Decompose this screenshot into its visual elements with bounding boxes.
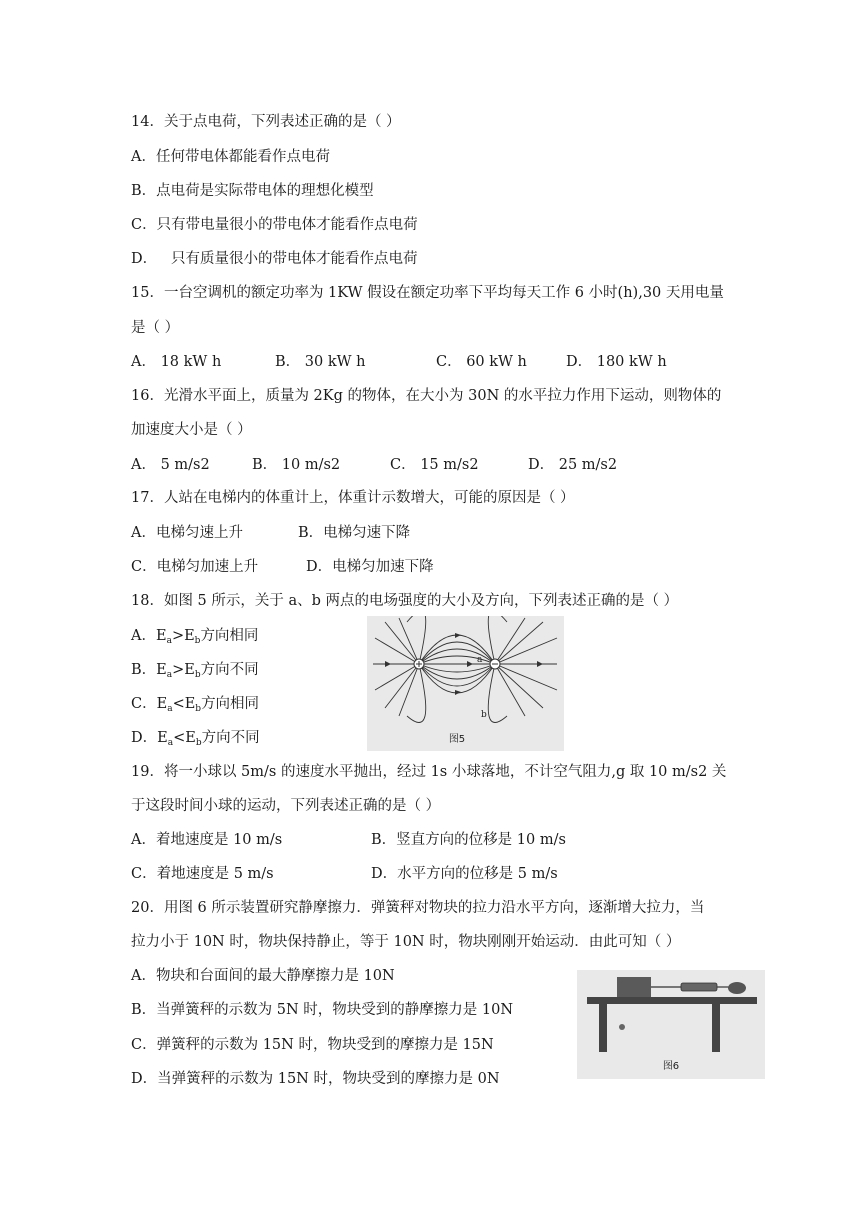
point-a-label: a (477, 655, 483, 665)
q19-option-b: B．竖直方向的位移是 10 m/s (371, 832, 566, 848)
q15-option-b: B． 30 kW h (275, 354, 366, 370)
q16-option-a: A． 5 m/s2 (131, 457, 210, 473)
q19-option-c: C．着地速度是 5 m/s (131, 866, 274, 882)
q20-option-c: C．弹簧秤的示数为 15N 时，物块受到的摩擦力是 15N (131, 1037, 494, 1053)
q19-stem-line1: 19．将一小球以 5m/s 的速度水平抛出，经过 1s 小球落地，不计空气阻力,g 取 10 m/s2 关 (131, 764, 727, 780)
q15-option-d: D． 180 kW h (566, 354, 667, 370)
friction-diagram (577, 970, 765, 1079)
q17-option-c: C．电梯匀加速上升 (131, 559, 259, 575)
q16-stem-line2: 加速度大小是（ ） (131, 422, 252, 438)
q17-option-b: B．电梯匀速下降 (298, 525, 411, 541)
table-leg-left (599, 1004, 607, 1052)
electric-field-diagram (367, 616, 564, 751)
q14-option-c: C．只有带电量很小的带电体才能看作点电荷 (131, 217, 418, 233)
hand-icon (728, 982, 746, 994)
q20-stem-line2: 拉力小于 10N 时，物块保持静止，等于 10N 时，物块刚刚开始运动．由此可知（ ） (131, 934, 681, 950)
q18-option-d: D．$E_a<E_b$方向不同 (131, 730, 260, 748)
q18-option-a: A．$E_a>E_b$方向相同 (131, 628, 259, 646)
block (617, 977, 651, 997)
q20-stem-line1: 20．用图 6 所示装置研究静摩擦力．弹簧秤对物块的拉力沿水平方向，逐渐增大拉力，当 (131, 900, 705, 916)
q20-option-a: A．物块和台面间的最大静摩擦力是 10N (131, 968, 395, 984)
q15-stem-line2: 是（ ） (131, 320, 180, 336)
q17-option-a: A．电梯匀速上升 (131, 525, 243, 541)
q20-option-d: D．当弹簧秤的示数为 15N 时，物块受到的摩擦力是 0N (131, 1071, 500, 1087)
field-lines (373, 616, 557, 723)
spring-scale-icon (681, 983, 717, 991)
q18-option-c: C．$E_a<E_b$方向相同 (131, 696, 260, 714)
q14-option-a: A．任何带电体都能看作点电荷 (131, 149, 330, 165)
q20-option-b: B．当弹簧秤的示数为 5N 时，物块受到的静摩擦力是 10N (131, 1002, 514, 1018)
q19-option-a: A．着地速度是 10 m/s (131, 832, 283, 848)
figure-6-caption: 图6 (662, 1061, 680, 1072)
figure-5-caption: 图5 (448, 734, 466, 745)
q19-option-d: D．水平方向的位移是 5 m/s (371, 866, 558, 882)
q19-stem-line2: 于这段时间小球的运动，下列表述正确的是（ ） (131, 798, 441, 814)
q16-option-b: B． 10 m/s2 (252, 457, 341, 473)
q15-stem-line1: 15．一台空调机的额定功率为 1KW 假设在额定功率下平均每天工作 6 小时(h),30 天用电量 (131, 285, 724, 301)
q14-option-d: D． 只有质量很小的带电体才能看作点电荷 (131, 251, 418, 267)
q17-option-d: D．电梯匀加速下降 (306, 559, 434, 575)
q18-option-b: B．$E_a>E_b$方向不同 (131, 662, 259, 680)
table-top (587, 997, 757, 1004)
q16-option-c: C． 15 m/s2 (390, 457, 479, 473)
q15-option-a: A． 18 kW h (131, 354, 222, 370)
q14-stem: 14．关于点电荷，下列表述正确的是（ ） (131, 114, 401, 130)
table-leg-right (712, 1004, 720, 1052)
q17-stem: 17．人站在电梯内的体重计上，体重计示数增大，可能的原因是（ ） (131, 490, 575, 506)
figure-6-friction-setup (577, 970, 765, 1079)
q18-stem: 18．如图 5 所示，关于 a、b 两点的电场强度的大小及方向，下列表述正确的是（ ） (131, 593, 679, 609)
q14-option-b: B．点电荷是实际带电体的理想化模型 (131, 183, 374, 199)
figure-5-electric-field (367, 616, 564, 751)
mark-dot (619, 1024, 625, 1030)
q16-option-d: D． 25 m/s2 (528, 457, 618, 473)
q15-option-c: C． 60 kW h (436, 354, 527, 370)
q16-stem-line1: 16．光滑水平面上，质量为 2Kg 的物体，在大小为 30N 的水平拉力作用下运动，则物体的 (131, 388, 722, 404)
point-b-label: b (481, 710, 487, 720)
